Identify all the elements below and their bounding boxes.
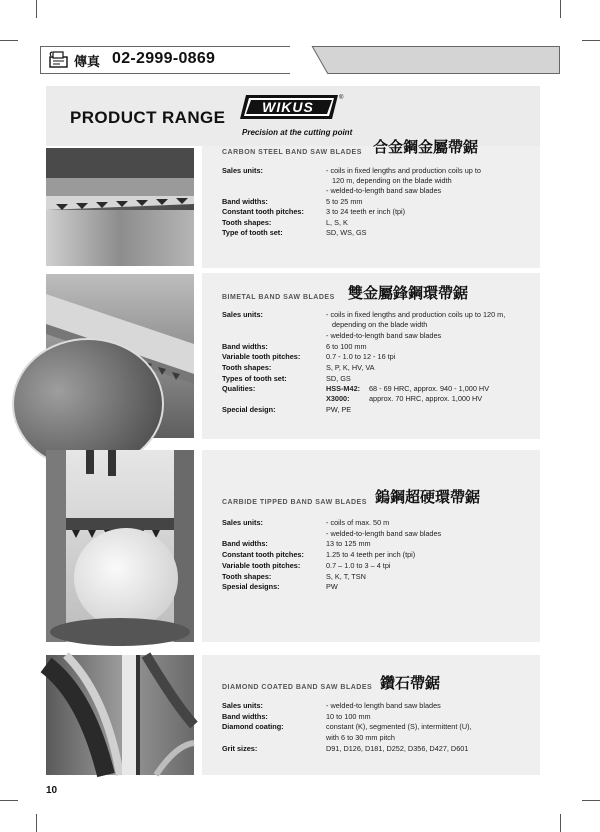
crop-mark <box>36 0 37 18</box>
spec-label: Types of tooth set: <box>222 374 287 383</box>
spec-label: Type of tooth set: <box>222 228 283 237</box>
spec-label: Sales units: <box>222 701 263 710</box>
spec-value: - coils in fixed lengths and production coils up to 120 m, <box>326 310 506 319</box>
fax-header-right <box>300 46 560 74</box>
spec-label: Grit sizes: <box>222 744 258 753</box>
spec-value: 0.7 - 1.0 to 12 - 16 tpi <box>326 352 396 361</box>
spec-value: 120 m, depending on the blade width <box>332 176 452 185</box>
spec-label: Band widths: <box>222 342 268 351</box>
quality-spec: 68 - 69 HRC, approx. 940 - 1,000 HV <box>369 384 490 393</box>
spec-label: Qualities: <box>222 384 256 393</box>
quality-grade <box>326 384 360 393</box>
spec-value: 6 to 100 mm <box>326 342 367 351</box>
spec-label: Variable tooth pitches: <box>222 561 301 570</box>
spec-value: SD, WS, GS <box>326 228 367 237</box>
quality-grade-name: HSS-M42: <box>326 384 361 393</box>
spec-label: Constant tooth pitches: <box>222 207 304 216</box>
crop-mark <box>0 40 18 41</box>
spec-value: PW, PE <box>326 405 352 414</box>
spec-label: Band widths: <box>222 197 268 206</box>
spec-value: D91, D126, D181, D252, D356, D427, D601 <box>326 744 469 753</box>
spec-value: S, K, T, TSN <box>326 572 366 581</box>
spec-label: Constant tooth pitches: <box>222 550 304 559</box>
page-number: 10 <box>46 785 58 796</box>
spec-value: 5 to 25 mm <box>326 197 363 206</box>
spec-label: Tooth shapes: <box>222 572 272 581</box>
spec-value: constant (K), segmented (S), intermittent (U), <box>326 722 472 731</box>
spec-value: - welded-to length band saw blades <box>326 701 441 710</box>
spec-label: Sales units: <box>222 310 263 319</box>
fax-icon <box>48 50 70 70</box>
fax-header <box>40 46 560 74</box>
diamond-photo <box>46 655 194 775</box>
section-title: CARBIDE TIPPED BAND SAW BLADES <box>222 499 367 506</box>
spec-value: 3 to 24 teeth er inch (tpi) <box>326 207 406 216</box>
spec-label: Tooth shapes: <box>222 363 272 372</box>
spec-value: 13 to 125 mm <box>326 539 371 548</box>
spec-value: - welded-to-length band saw blades <box>326 529 442 538</box>
spec-value: - coils of max. 50 m <box>326 518 390 527</box>
fax-number: 02-2999-0869 <box>112 50 216 67</box>
spec-value: 1.25 to 4 teeth per inch (tpi) <box>326 550 416 559</box>
spec-label: Variable tooth pitches: <box>222 352 301 361</box>
svg-text:®: ® <box>339 95 344 101</box>
wikus-logo <box>240 92 342 124</box>
spec-value: depending on the blade width <box>332 320 428 329</box>
carbon-steel-photo <box>46 148 194 266</box>
header-divider <box>290 46 330 74</box>
crop-mark <box>36 814 37 832</box>
spec-label: Sales units: <box>222 166 263 175</box>
tagline: Precision at the cutting point <box>242 128 353 137</box>
svg-text:WIKUS: WIKUS <box>262 99 314 115</box>
spec-label: Sales units: <box>222 518 263 527</box>
spec-value: with 6 to 30 mm pitch <box>326 733 395 742</box>
spec-label: Band widths: <box>222 539 268 548</box>
spec-value: 10 to 100 mm <box>326 712 371 721</box>
spec-value: 0.7 – 1.0 to 3 – 4 tpi <box>326 561 391 570</box>
spec-value: S, P, K, HV, VA <box>326 363 375 372</box>
spec-value: - coils in fixed lengths and production coils up to <box>326 166 481 175</box>
spec-value: - welded-to-length band saw blades <box>326 186 442 195</box>
spec-value: PW <box>326 582 338 591</box>
page-title: PRODUCT RANGE <box>70 108 226 127</box>
crop-mark <box>582 40 600 41</box>
crop-mark <box>0 800 18 801</box>
quality-spec: approx. 70 HRC, approx. 1,000 HV <box>369 394 483 403</box>
section-title-zh: 合金鋼金屬帶鋸 <box>373 138 479 156</box>
section-title-zh: 雙金屬鋒鋼環帶鋸 <box>348 284 469 302</box>
spec-value: SD, GS <box>326 374 351 383</box>
spec-label: Diamond coating: <box>222 722 284 731</box>
section-title-zh: 鑽石帶鋸 <box>380 674 441 692</box>
crop-mark <box>560 814 561 832</box>
section-title: DIAMOND COATED BAND SAW BLADES <box>222 684 373 691</box>
fax-label: 傳真 <box>74 55 101 70</box>
crop-mark <box>560 0 561 18</box>
section-title: CARBON STEEL BAND SAW BLADES <box>222 149 362 156</box>
bimetal-photo <box>46 274 194 438</box>
quality-grade <box>326 394 350 403</box>
spec-label: Tooth shapes: <box>222 218 272 227</box>
carbide-photo <box>46 450 194 642</box>
quality-grade-name: X3000: <box>326 394 350 403</box>
spec-label: Special design: <box>222 405 276 414</box>
spec-value: - welded-to-length band saw blades <box>326 331 442 340</box>
spec-label: Spesial designs: <box>222 582 280 591</box>
section-title: BIMETAL BAND SAW BLADES <box>222 294 335 301</box>
spec-label: Band widths: <box>222 712 268 721</box>
section-title-zh: 鎢鋼超硬環帶鋸 <box>375 488 481 506</box>
crop-mark <box>582 800 600 801</box>
spec-value: L, S, K <box>326 218 348 227</box>
